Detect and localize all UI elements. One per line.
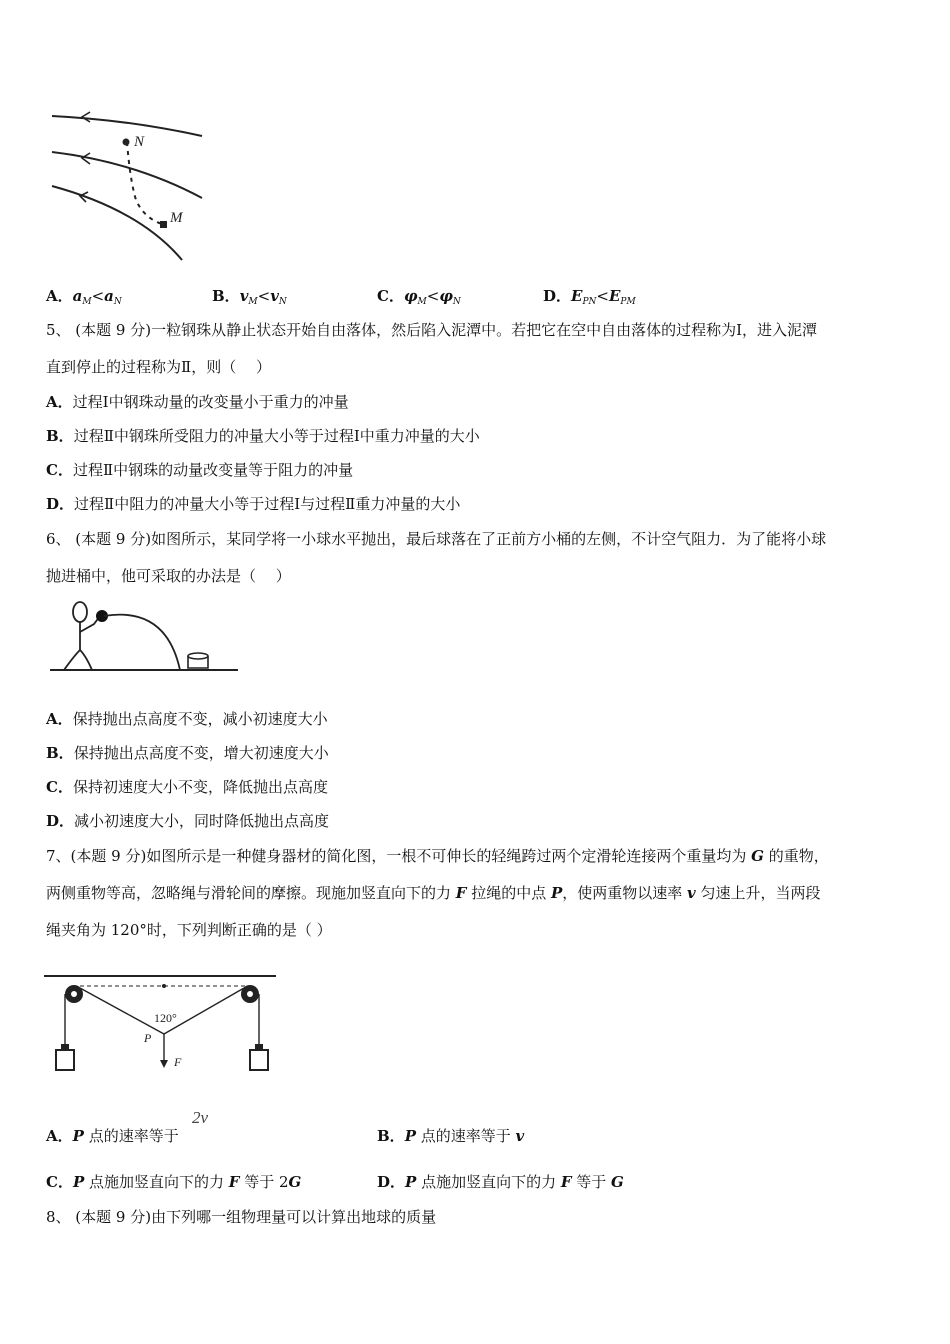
rope-left <box>80 988 164 1034</box>
weight-right <box>250 1050 268 1070</box>
angle-label: 120° <box>154 1011 177 1025</box>
force-F-label: F <box>174 1055 182 1069</box>
q5-stem-line2: 直到停止的过程称为Ⅱ，则（ ） <box>46 358 271 376</box>
pulley-right-hub <box>247 991 253 997</box>
point-M <box>160 221 167 228</box>
q5-option-a[interactable]: A．过程Ⅰ中钢珠动量的改变量小于重力的冲量 <box>46 393 349 411</box>
q5-option-d[interactable]: D．过程Ⅱ中阻力的冲量大小等于过程Ⅰ与过程Ⅱ重力冲量的大小 <box>46 495 461 513</box>
q5-option-c[interactable]: C．过程Ⅱ中钢珠的动量改变量等于阻力的冲量 <box>46 461 354 479</box>
q6-option-b[interactable]: B．保持抛出点高度不变，增大初速度大小 <box>46 744 329 762</box>
trajectory-dashed <box>127 142 162 224</box>
q6-stem-line1: 6、 (本题 9 分)如图所示，某同学将一小球水平抛出，最后球落在了正前方小桶的左侧，不计空气阻力．为了能将小球 <box>46 530 827 548</box>
pulley-figure <box>44 968 278 1080</box>
option-label: C． <box>377 287 404 305</box>
q6-option-d[interactable]: D．减小初速度大小，同时降低抛出点高度 <box>46 812 330 830</box>
label-N: N <box>134 134 145 150</box>
q6-option-c[interactable]: C．保持初速度大小不变，降低抛出点高度 <box>46 778 328 796</box>
q7-option-a[interactable]: A．P 点的速率等于 <box>46 1127 179 1145</box>
q4-option-c[interactable]: C．$\varphi_M<\varphi_N$ <box>377 287 461 307</box>
bucket-rim <box>188 653 208 659</box>
weight-left <box>56 1050 74 1070</box>
q7-stem-line3: 绳夹角为 120°时，下列判断正确的是（ ） <box>46 921 332 939</box>
q5-stem-line1: 5、 (本题 9 分)一粒钢珠从静止状态开始自由落体，然后陷入泥潭中。若把它在空中自由落体的过程称为Ⅰ，进入泥潭 <box>46 321 818 339</box>
field-line-middle <box>52 152 202 198</box>
q4-option-a[interactable]: A．$a_M<a_N$ <box>46 287 122 307</box>
q5-option-b[interactable]: B．过程Ⅱ中钢珠所受阻力的冲量大小等于过程Ⅰ中重力冲量的大小 <box>46 427 480 445</box>
weight-right-top <box>255 1044 263 1050</box>
person-legs <box>64 650 92 670</box>
option-label: D． <box>543 287 572 305</box>
point-P-label: P <box>144 1031 152 1045</box>
field-line-top <box>52 116 202 136</box>
center-dot <box>162 984 166 988</box>
q7-option-b[interactable]: B．P 点的速率等于 v <box>377 1127 525 1145</box>
pulley-left-hub <box>71 991 77 997</box>
projectile-figure <box>46 598 246 678</box>
electric-field-figure <box>40 100 220 270</box>
q4-option-b[interactable]: B．$v_M<v_N$ <box>212 287 287 307</box>
q7-option-a-formula: 2v <box>192 1108 209 1127</box>
label-M: M <box>170 210 183 226</box>
q7-stem-line1: 7、(本题 9 分)如图所示是一种健身器材的简化图，一根不可伸长的轻绳跨过两个定滑轮连接两个重量均为 G 的重物， <box>46 847 829 865</box>
option-label: A． <box>46 287 73 305</box>
q6-option-a[interactable]: A．保持抛出点高度不变，减小初速度大小 <box>46 710 328 728</box>
ball-trajectory <box>104 615 180 670</box>
q4-option-d[interactable]: D．$E_{PN}<E_{PM}$ <box>543 287 636 307</box>
q8-stem: 8、 (本题 9 分)由下列哪一组物理量可以计算出地球的质量 <box>46 1208 437 1226</box>
weight-left-top <box>61 1044 69 1050</box>
q7-option-c[interactable]: C．P 点施加竖直向下的力 F 等于 2G <box>46 1173 302 1191</box>
q7-option-d[interactable]: D．P 点施加竖直向下的力 F 等于 G <box>377 1173 624 1191</box>
force-arrow-head <box>160 1060 168 1068</box>
q6-stem-line2: 抛进桶中，他可采取的办法是（ ） <box>46 567 291 585</box>
point-N <box>123 139 130 146</box>
field-arrow-top <box>82 112 90 122</box>
option-label: B． <box>212 287 240 305</box>
q7-stem-line2: 两侧重物等高，忽略绳与滑轮间的摩擦。现施加竖直向下的力 F 拉绳的中点 P，使两重物以速率 v 匀速上升，当两段 <box>46 884 821 902</box>
person-head <box>73 602 87 622</box>
